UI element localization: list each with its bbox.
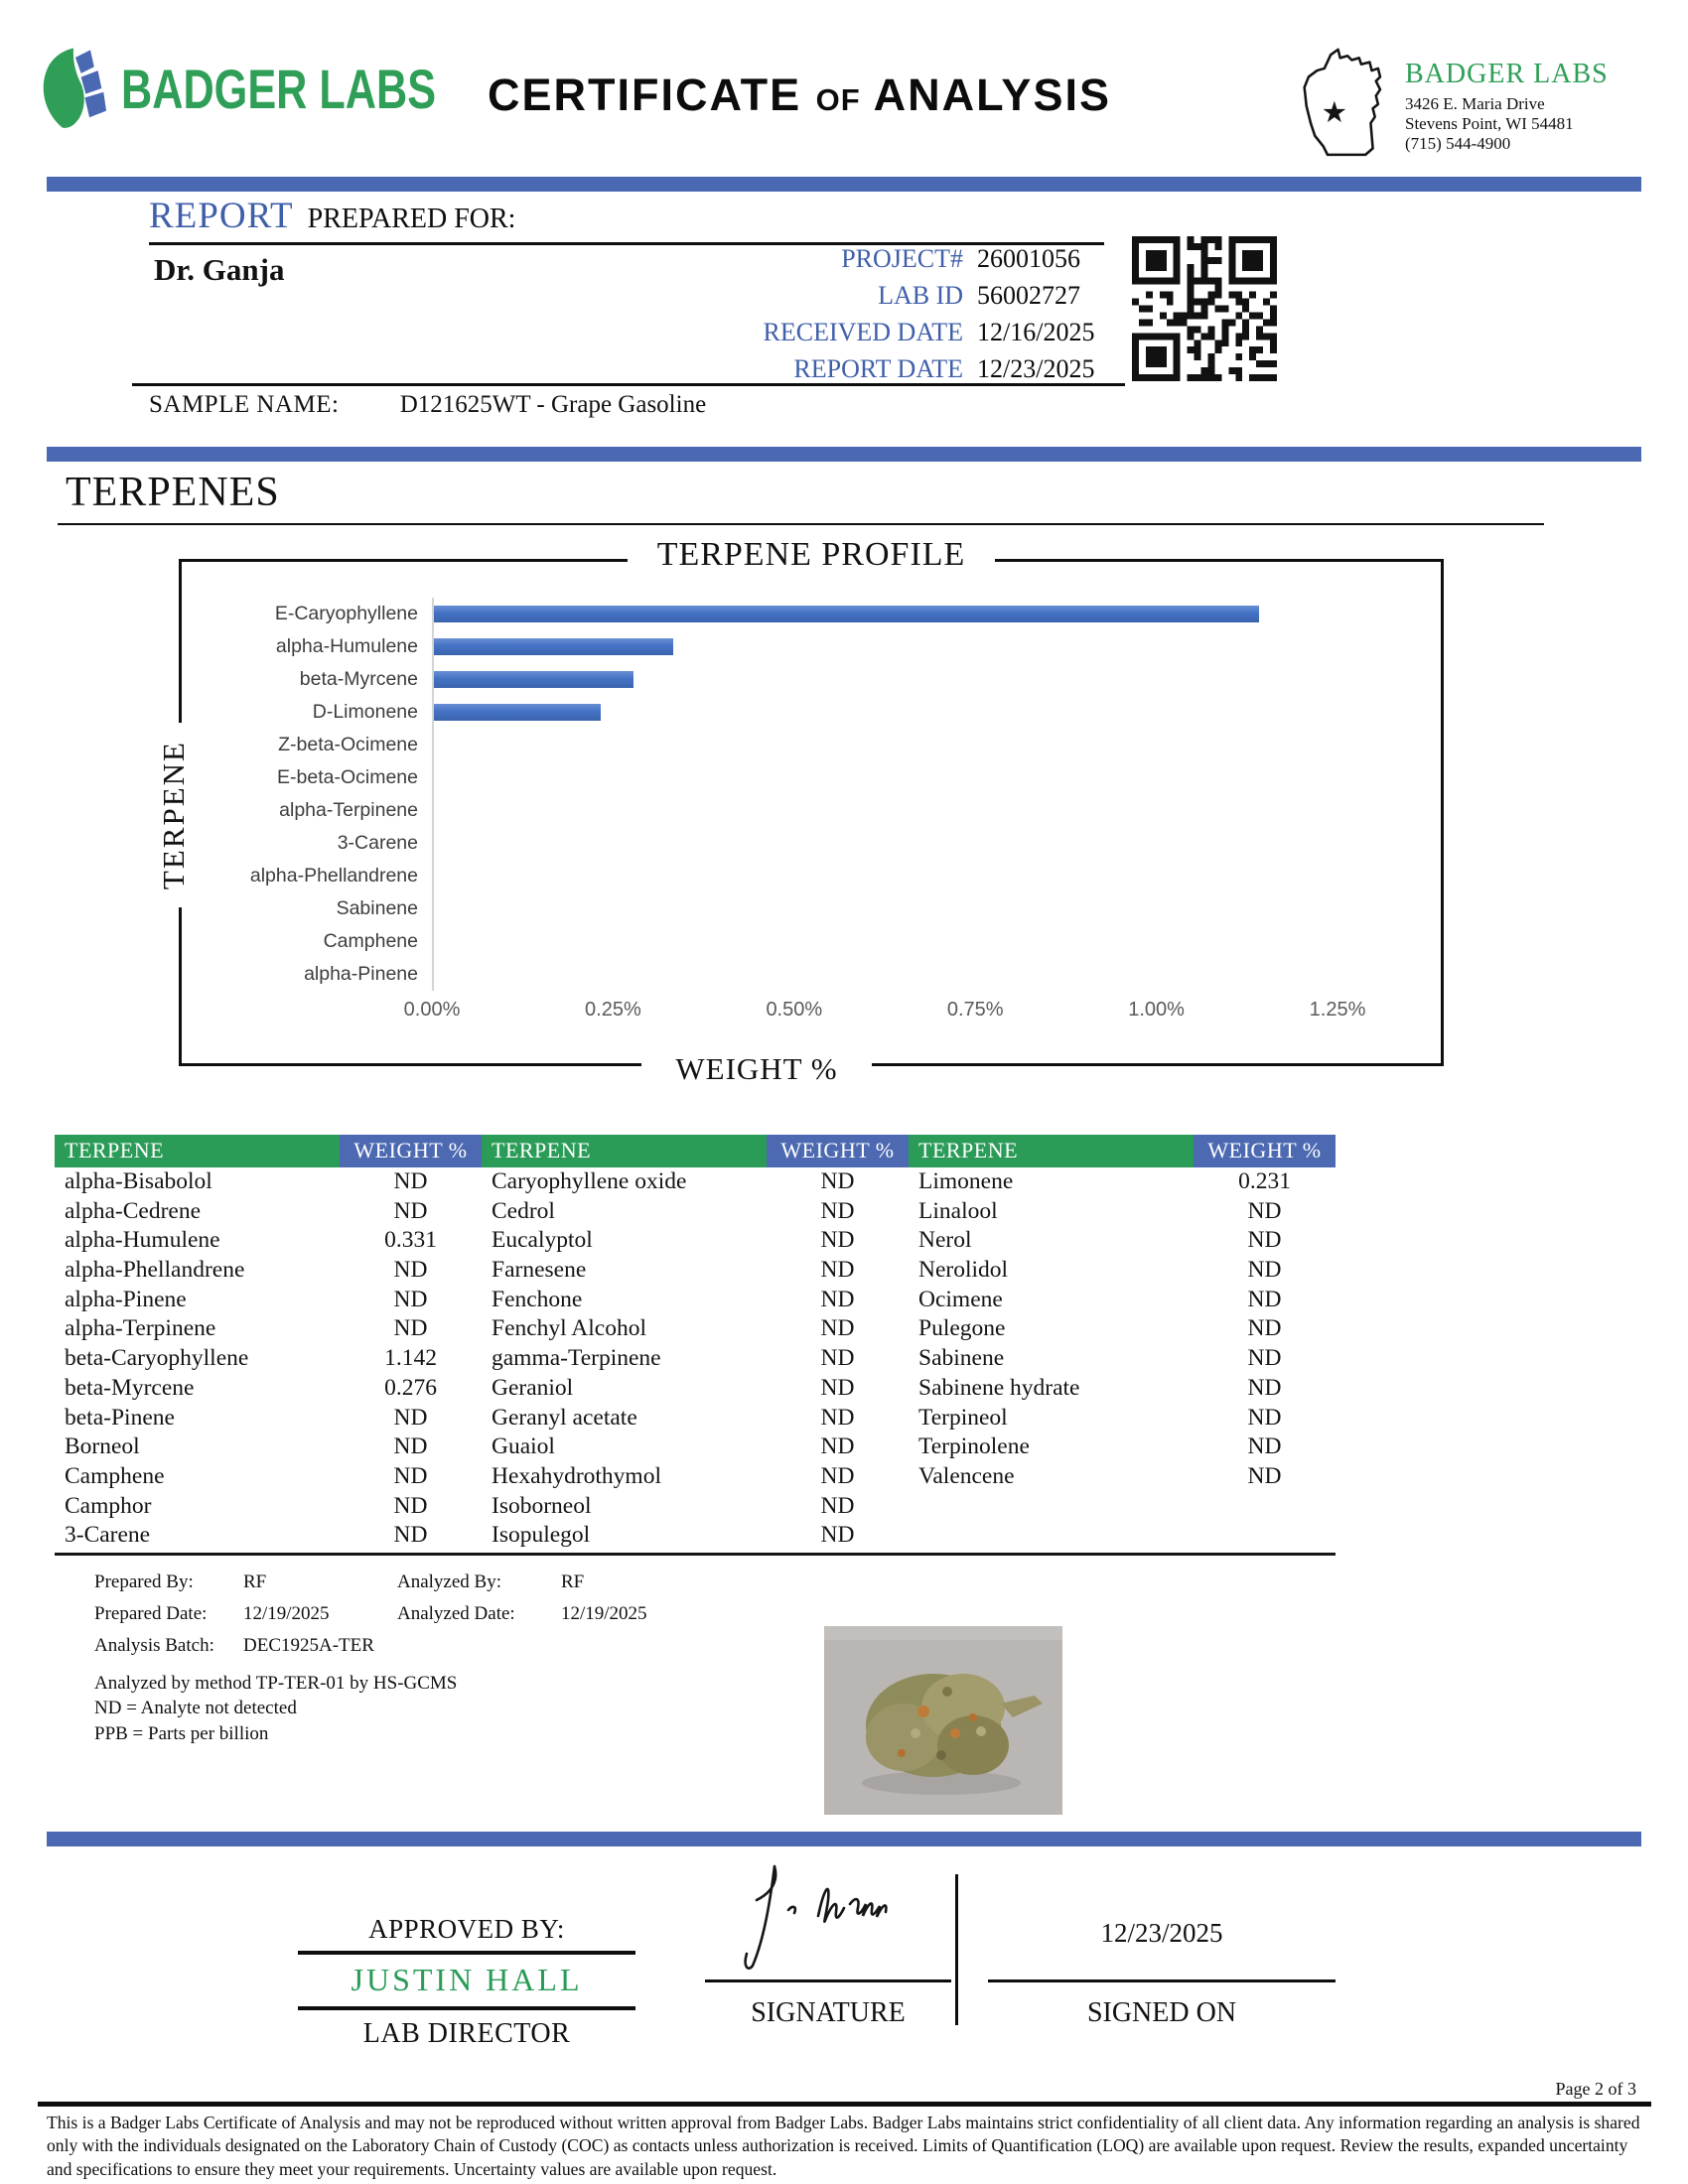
terpene-weight-cell: ND bbox=[393, 1315, 428, 1342]
terpene-weight-cell: ND bbox=[1247, 1315, 1282, 1342]
terpene-profile-chart bbox=[156, 536, 1444, 1086]
terpene-weight-cell: ND bbox=[1247, 1433, 1282, 1460]
terpene-name-cell: Eucalyptol bbox=[492, 1227, 593, 1254]
terpene-weight-cell: ND bbox=[820, 1197, 855, 1224]
terpene-weight-cell: ND bbox=[820, 1257, 855, 1284]
analysis-batch-label: Analysis Batch: bbox=[94, 1634, 214, 1656]
chart-x-axis-label: WEIGHT % bbox=[182, 1051, 1332, 1087]
terpene-weight-cell: ND bbox=[1247, 1257, 1282, 1284]
report-field-value: 26001056 bbox=[977, 244, 1080, 273]
chart-category-label: alpha-Terpinene bbox=[279, 799, 418, 821]
table-header-weight: WEIGHT % bbox=[1194, 1135, 1336, 1167]
analysis-batch-value: DEC1925A-TER bbox=[243, 1634, 374, 1656]
chart-x-axis-ticks bbox=[403, 999, 1366, 1028]
divider-bar-top bbox=[47, 177, 1641, 192]
terpene-weight-cell: ND bbox=[820, 1286, 855, 1312]
prepared-for-label: PREPARED FOR: bbox=[307, 204, 516, 234]
terpene-weight-cell: ND bbox=[393, 1462, 428, 1489]
x-axis-tick: 1.00% bbox=[1128, 999, 1185, 1021]
terpene-name-cell: Isopulegol bbox=[492, 1522, 591, 1549]
terpene-name-cell: beta-Pinene bbox=[65, 1404, 175, 1431]
chart-plot-area bbox=[182, 598, 1337, 991]
report-field-value: 12/23/2025 bbox=[977, 354, 1095, 383]
chart-category-label: alpha-Pinene bbox=[304, 963, 418, 985]
signature-image bbox=[723, 1854, 946, 1974]
terpene-weight-cell: ND bbox=[393, 1492, 428, 1519]
terpene-name-cell: Camphene bbox=[65, 1462, 165, 1489]
chart-category-label: Z-beta-Ocimene bbox=[278, 734, 418, 755]
x-axis-tick: 0.50% bbox=[766, 999, 823, 1021]
analyzed-date-label: Analyzed Date: bbox=[397, 1602, 515, 1624]
terpene-name-cell: Fenchyl Alcohol bbox=[492, 1315, 646, 1342]
sample-name-row bbox=[149, 391, 706, 419]
ppb-note: PPB = Parts per billion bbox=[94, 1722, 269, 1744]
chart-bar-row bbox=[434, 696, 1337, 729]
signed-on-date: 12/23/2025 bbox=[1100, 1918, 1223, 1948]
prepared-by-value: RF bbox=[243, 1571, 267, 1592]
terpene-name-cell: Geraniol bbox=[492, 1374, 574, 1401]
chart-bar bbox=[434, 704, 601, 721]
analysis-info-row bbox=[94, 1571, 647, 1594]
terpene-weight-cell: ND bbox=[1247, 1345, 1282, 1372]
terpene-name-cell: Geranyl acetate bbox=[492, 1404, 637, 1431]
chart-category-labels bbox=[182, 598, 432, 991]
analysis-info-row bbox=[94, 1603, 647, 1626]
chart-bar-row bbox=[434, 925, 1337, 958]
lab-name: BADGER LABS bbox=[1405, 59, 1609, 89]
terpene-weight-cell bbox=[1194, 1521, 1336, 1551]
report-word: REPORT bbox=[149, 196, 294, 236]
address-line-1: 3426 E. Maria Drive bbox=[1405, 94, 1545, 114]
terpene-name-cell: Guaiol bbox=[492, 1433, 555, 1460]
terpene-weight-cell: ND bbox=[820, 1462, 855, 1489]
x-axis-tick: 0.25% bbox=[585, 999, 641, 1021]
terpene-name-cell: alpha-Phellandrene bbox=[65, 1257, 245, 1284]
address-line-2: Stevens Point, WI 54481 bbox=[1405, 114, 1574, 134]
terpene-name-cell: Nerol bbox=[918, 1227, 972, 1254]
signature-line bbox=[705, 1979, 951, 1982]
terpene-name-cell: Sabinene hydrate bbox=[918, 1374, 1080, 1401]
terpene-name-cell: Limonene bbox=[918, 1168, 1014, 1194]
star-icon: ★ bbox=[1321, 97, 1348, 130]
chart-bar bbox=[434, 638, 673, 655]
terpene-weight-cell: ND bbox=[820, 1345, 855, 1372]
chart-category-label: E-beta-Ocimene bbox=[277, 766, 418, 788]
terpene-name-cell: beta-Caryophyllene bbox=[65, 1345, 249, 1372]
terpene-name-cell: Borneol bbox=[65, 1433, 140, 1460]
terpene-name-cell: gamma-Terpinene bbox=[492, 1345, 661, 1372]
chart-bar-row bbox=[434, 761, 1337, 794]
terpene-name-cell: Terpinolene bbox=[918, 1433, 1030, 1460]
terpene-weight-cell: ND bbox=[820, 1433, 855, 1460]
page-number: Page 2 of 3 bbox=[1555, 2079, 1636, 2099]
chart-bar-row bbox=[434, 860, 1337, 892]
terpene-name-cell: Camphor bbox=[65, 1492, 152, 1519]
chart-category-label: D-Limonene bbox=[312, 701, 418, 723]
client-name: Dr. Ganja bbox=[154, 252, 285, 287]
chart-bar-row bbox=[434, 892, 1337, 925]
phone-number: (715) 544-4900 bbox=[1405, 134, 1511, 154]
chart-y-axis-label: TERPENE bbox=[156, 676, 192, 954]
page-title: CERTIFICATE OF ANALYSIS bbox=[488, 69, 1111, 120]
terpene-weight-cell: ND bbox=[1247, 1404, 1282, 1431]
x-axis-tick: 0.75% bbox=[946, 999, 1004, 1021]
analysis-info-block bbox=[94, 1571, 647, 1746]
terpene-name-cell: Cedrol bbox=[492, 1197, 555, 1224]
chart-bar-row bbox=[434, 827, 1337, 860]
section-underline bbox=[58, 523, 1544, 525]
table-header-terpene: TERPENE bbox=[55, 1135, 340, 1167]
report-field-label: LAB ID bbox=[878, 281, 963, 310]
terpene-weight-cell: ND bbox=[1247, 1286, 1282, 1312]
chart-bars bbox=[432, 598, 1337, 991]
terpene-name-cell: alpha-Pinene bbox=[65, 1286, 187, 1312]
terpene-weight-cell: ND bbox=[393, 1286, 428, 1312]
terpene-weight-cell: 0.331 bbox=[384, 1227, 437, 1254]
chart-category-label: alpha-Phellandrene bbox=[249, 865, 418, 887]
analyzed-by-value: RF bbox=[561, 1571, 585, 1592]
report-field bbox=[635, 318, 1104, 347]
terpene-name-cell: Farnesene bbox=[492, 1257, 587, 1284]
terpene-name-cell: Caryophyllene oxide bbox=[492, 1168, 687, 1194]
terpene-name-cell: alpha-Humulene bbox=[65, 1227, 220, 1254]
x-axis-tick: 0.00% bbox=[403, 999, 461, 1021]
analyzed-by-label: Analyzed By: bbox=[397, 1571, 502, 1592]
prepared-date-value: 12/19/2025 bbox=[243, 1602, 330, 1624]
chart-bar-row bbox=[434, 794, 1337, 827]
report-field-label: RECEIVED DATE bbox=[763, 318, 963, 346]
lab-address-block bbox=[1405, 58, 1609, 154]
prepared-date-label: Prepared Date: bbox=[94, 1602, 208, 1624]
chart-bar bbox=[434, 606, 1259, 622]
chart-bar-row bbox=[434, 663, 1337, 696]
chart-category-label: alpha-Humulene bbox=[275, 635, 418, 657]
terpene-name-cell: Hexahydrothymol bbox=[492, 1462, 661, 1489]
signature-label: SIGNATURE bbox=[751, 1997, 906, 2028]
analysis-notes bbox=[94, 1671, 647, 1745]
sample-name-value: D121625WT - Grape Gasoline bbox=[399, 391, 707, 418]
terpene-name-cell: Nerolidol bbox=[918, 1257, 1009, 1284]
chart-category-label: Camphene bbox=[323, 930, 418, 952]
sample-photo bbox=[824, 1626, 1062, 1815]
disclaimer-text: This is a Badger Labs Certificate of Analysis and may not be reproduced without written approval from Badger Labs. Badger Labs maintains strict confidentiality of all client data. Any information regarding an analysis is shared only with the individuals designated on the Laboratory Chain of Custody (COC) as contacts unless authorization is received. Limits of Quantification (LOQ) are available upon request. Review the results, expanded uncertainty and specifications to ensure they meet your requirements. Uncertainty values are available upon request. bbox=[47, 2113, 1640, 2179]
chart-category-label: Sabinene bbox=[336, 897, 418, 919]
approved-by-block bbox=[298, 1914, 635, 2050]
signed-on-line bbox=[988, 1979, 1336, 1982]
terpene-weight-cell: ND bbox=[820, 1522, 855, 1549]
analysis-info-row bbox=[94, 1635, 647, 1658]
report-field-value: 56002727 bbox=[977, 281, 1080, 310]
chart-bar-row bbox=[434, 729, 1337, 761]
terpene-name-cell: beta-Myrcene bbox=[65, 1374, 195, 1401]
terpene-weight-cell: ND bbox=[820, 1374, 855, 1401]
report-meta-fields bbox=[635, 244, 1104, 391]
terpene-name-cell bbox=[909, 1492, 1194, 1522]
section-title: TERPENES bbox=[66, 470, 280, 515]
terpene-weight-cell: ND bbox=[1247, 1197, 1282, 1224]
terpene-weight-cell: ND bbox=[1247, 1227, 1282, 1254]
terpene-weight-cell: 0.276 bbox=[384, 1374, 437, 1401]
report-field bbox=[635, 281, 1104, 311]
terpene-weight-cell: ND bbox=[1247, 1462, 1282, 1489]
terpene-weight-cell: ND bbox=[393, 1433, 428, 1460]
approval-divider bbox=[955, 1874, 958, 2025]
terpene-weight-cell: ND bbox=[820, 1315, 855, 1342]
chart-category-label: beta-Myrcene bbox=[299, 668, 418, 690]
chart-category-label: E-Caryophyllene bbox=[274, 603, 418, 624]
terpene-weight-cell: ND bbox=[393, 1404, 428, 1431]
report-field-label: REPORT DATE bbox=[793, 354, 963, 383]
divider-bar-section bbox=[47, 447, 1641, 462]
approver-name: JUSTIN HALL bbox=[298, 1955, 635, 2010]
logo-wordmark: BADGER LABS bbox=[121, 57, 437, 120]
terpene-weight-cell: ND bbox=[1247, 1374, 1282, 1401]
terpene-name-cell: Isoborneol bbox=[492, 1492, 592, 1519]
chart-bar bbox=[434, 671, 633, 688]
terpene-name-cell: Valencene bbox=[918, 1462, 1015, 1489]
qr-code bbox=[1132, 236, 1277, 381]
terpene-weight-cell: ND bbox=[820, 1492, 855, 1519]
chart-bar-row bbox=[434, 958, 1337, 991]
terpene-name-cell: alpha-Terpinene bbox=[65, 1315, 216, 1342]
terpene-name-cell: Terpineol bbox=[918, 1404, 1008, 1431]
divider-bar-bottom bbox=[47, 1832, 1641, 1846]
terpene-weight-cell: 1.142 bbox=[384, 1345, 437, 1372]
table-header-terpene: TERPENE bbox=[482, 1135, 767, 1167]
report-field bbox=[635, 244, 1104, 274]
report-field bbox=[635, 354, 1104, 384]
terpene-weight-cell: ND bbox=[393, 1168, 428, 1194]
nd-note: ND = Analyte not detected bbox=[94, 1698, 297, 1719]
wisconsin-state-icon bbox=[1293, 46, 1398, 163]
table-header-weight: WEIGHT % bbox=[767, 1135, 909, 1167]
terpene-name-cell: Pulegone bbox=[918, 1315, 1006, 1342]
terpene-weight-cell: ND bbox=[820, 1404, 855, 1431]
x-axis-tick: 1.25% bbox=[1309, 999, 1366, 1021]
analyzed-date-value: 12/19/2025 bbox=[561, 1602, 647, 1624]
leaf-logo-icon bbox=[42, 48, 107, 129]
terpene-weight-cell: ND bbox=[820, 1227, 855, 1254]
terpene-weight-cell: ND bbox=[393, 1257, 428, 1284]
footer-line bbox=[38, 2102, 1651, 2107]
meta-bottom-line bbox=[132, 383, 1125, 386]
method-note: Analyzed by method TP-TER-01 by HS-GCMS bbox=[94, 1673, 458, 1695]
terpene-name-cell: 3-Carene bbox=[65, 1522, 151, 1549]
terpene-results-table bbox=[55, 1135, 1336, 1556]
approver-title: LAB DIRECTOR bbox=[362, 2018, 571, 2049]
prepared-by-label: Prepared By: bbox=[94, 1571, 194, 1592]
chart-category-label: 3-Carene bbox=[337, 832, 418, 854]
approved-by-label: APPROVED BY: bbox=[298, 1914, 635, 1955]
terpene-name-cell: Sabinene bbox=[918, 1345, 1005, 1372]
terpene-name-cell: Ocimene bbox=[918, 1286, 1003, 1312]
chart-bar-row bbox=[434, 598, 1337, 630]
terpene-name-cell bbox=[909, 1521, 1194, 1551]
table-header-terpene: TERPENE bbox=[909, 1135, 1194, 1167]
terpene-weight-cell: 0.231 bbox=[1238, 1168, 1291, 1194]
terpene-weight-cell: ND bbox=[820, 1168, 855, 1194]
terpene-weight-cell: ND bbox=[393, 1197, 428, 1224]
badger-labs-logo bbox=[42, 48, 464, 129]
signed-on-label: SIGNED ON bbox=[1086, 1997, 1237, 2028]
terpene-name-cell: alpha-Bisabolol bbox=[65, 1168, 212, 1194]
terpene-name-cell: Linalool bbox=[918, 1197, 998, 1224]
report-heading bbox=[149, 195, 515, 237]
terpene-weight-cell bbox=[1194, 1492, 1336, 1522]
report-field-label: PROJECT# bbox=[841, 244, 963, 273]
terpene-name-cell: Fenchone bbox=[492, 1286, 583, 1312]
report-field-value: 12/16/2025 bbox=[977, 318, 1095, 346]
chart-bar-row bbox=[434, 630, 1337, 663]
sample-name-label: SAMPLE NAME: bbox=[149, 391, 340, 418]
terpene-weight-cell: ND bbox=[393, 1522, 428, 1549]
table-header-weight: WEIGHT % bbox=[340, 1135, 482, 1167]
terpene-name-cell: alpha-Cedrene bbox=[65, 1197, 202, 1224]
chart-title: TERPENE PROFILE bbox=[182, 536, 1441, 574]
